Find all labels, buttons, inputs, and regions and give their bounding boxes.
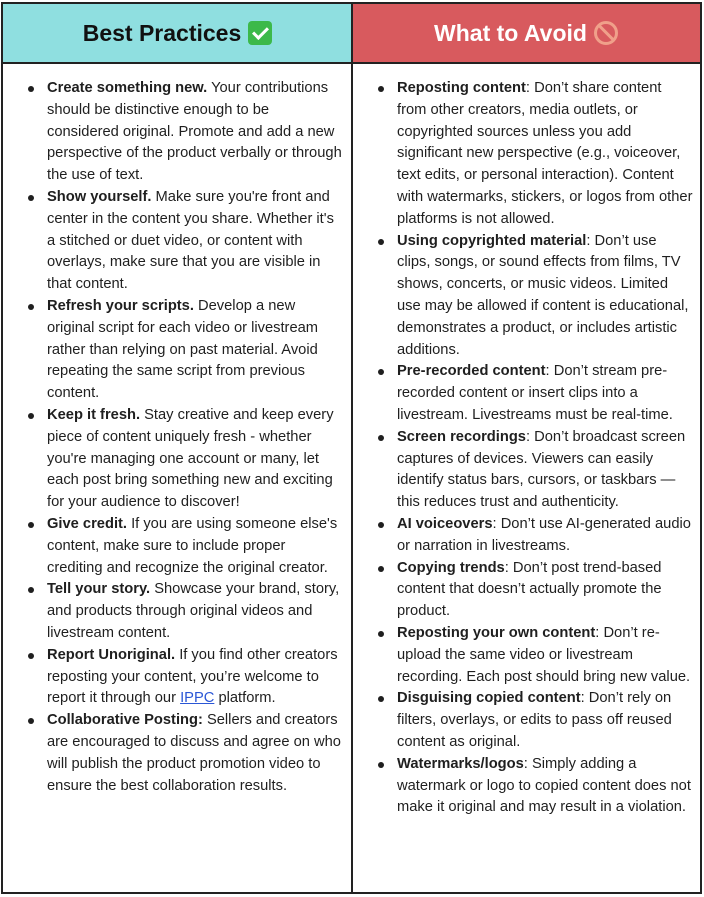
best-practices-list bbox=[3, 64, 350, 797]
item-title: Collaborative Posting: bbox=[47, 712, 203, 729]
what-to-avoid-title: What to Avoid bbox=[434, 19, 587, 46]
list-item bbox=[47, 710, 344, 797]
list-item bbox=[397, 558, 694, 623]
list-item bbox=[397, 623, 694, 688]
item-text: : Simply adding a watermark or logo to copied content does not make it original and may result in a violation. bbox=[397, 755, 691, 816]
item-title: Disguising copied content bbox=[397, 690, 581, 707]
item-text: : Don’t re-upload the same video or livestream recording. Each post should bring new value. bbox=[397, 624, 691, 685]
list-item bbox=[47, 579, 344, 644]
list-item bbox=[47, 78, 344, 187]
list-item bbox=[47, 645, 344, 710]
list-item bbox=[397, 78, 694, 231]
item-title: Pre-recorded content bbox=[397, 363, 546, 380]
item-title: Watermarks/logos bbox=[397, 755, 524, 772]
item-text: If you find other creators reposting your content, you’re welcome to report it through our bbox=[47, 646, 338, 707]
item-title: Refresh your scripts. bbox=[47, 297, 194, 314]
item-title: Show yourself. bbox=[47, 188, 152, 205]
what-to-avoid-list bbox=[353, 64, 700, 819]
item-text: Showcase your brand, story, and products through original videos and livestream content. bbox=[47, 581, 340, 641]
item-title: Keep it fresh. bbox=[47, 406, 141, 423]
list-item bbox=[397, 231, 694, 362]
guidelines-table bbox=[1, 2, 702, 894]
item-text: Make sure you're front and center in the content you share. Whether it's a stitched or duet video, or content with overlays, make sure that you are visible in that content. bbox=[47, 188, 334, 293]
list-item bbox=[47, 296, 344, 405]
item-text: : Don’t post trend-based content that doesn’t actually promote the product. bbox=[397, 559, 662, 620]
item-title: Tell your story. bbox=[47, 581, 151, 598]
ippc-link[interactable]: IPPC bbox=[180, 690, 215, 707]
item-text: : Don’t use clips, songs, or sound effects from films, TV shows, concerts, or music videos. Limited use may be allowed if content is educational, demonstrates a product, or includes artistic additions. bbox=[397, 232, 689, 358]
item-text: : Don’t rely on filters, overlays, or edits to pass off reused content as original. bbox=[397, 690, 672, 750]
check-mark-icon bbox=[248, 21, 272, 45]
item-text: Develop a new original script for each video or livestream rather than relying on past material. Avoid repeating the same script from previous content. bbox=[47, 297, 319, 402]
what-to-avoid-header bbox=[352, 4, 700, 64]
list-item bbox=[397, 514, 694, 558]
item-title: Using copyrighted material bbox=[397, 232, 587, 249]
best-practices-title: Best Practices bbox=[82, 19, 242, 46]
item-title: Create something new. bbox=[47, 80, 208, 96]
list-item bbox=[397, 361, 694, 426]
list-item bbox=[397, 427, 694, 514]
item-text: : Don’t broadcast screen captures of devices. Viewers can easily identify status bars, cursors, or taskbars — this reduces trust and authenticity. bbox=[397, 428, 686, 511]
item-title: Reposting your own content bbox=[397, 624, 596, 641]
item-title: Report Unoriginal. bbox=[47, 646, 176, 663]
item-text: If you are using someone else's content, make sure to include proper crediting and recognize the original creator. bbox=[47, 515, 338, 576]
list-item bbox=[397, 754, 694, 819]
list-item bbox=[47, 405, 344, 514]
item-text: platform. bbox=[214, 690, 276, 707]
item-title: Reposting content bbox=[397, 80, 526, 96]
item-text: Stay creative and keep every piece of content uniquely fresh - whether you're managing one account or many, let each post bring something new and exciting for your audience to discover! bbox=[47, 406, 334, 511]
item-title: AI voiceovers bbox=[397, 515, 493, 532]
item-title: Screen recordings bbox=[397, 428, 526, 445]
item-text: : Don’t stream pre-recorded content or insert clips into a livestream. Livestreams must be real-time. bbox=[397, 363, 673, 423]
item-text: : Don’t share content from other creators, media outlets, or copyrighted sources unless you add significant new perspective (e.g., voiceover, text edits, or personal interaction). Content with watermarks, stickers, or logos from other platforms is not allowed. bbox=[397, 80, 693, 227]
prohibited-icon bbox=[594, 21, 618, 45]
item-title: Give credit. bbox=[47, 515, 127, 532]
best-practices-header bbox=[3, 4, 352, 64]
list-item bbox=[47, 187, 344, 296]
list-item bbox=[397, 688, 694, 753]
item-text: Sellers and creators are encouraged to discuss and agree on who will publish the product promotion video to ensure the best collaboration results. bbox=[47, 712, 341, 794]
list-item bbox=[47, 514, 344, 579]
item-title: Copying trends bbox=[397, 559, 505, 576]
item-text: Your contributions should be distinctive enough to be considered original. Promote and add a new perspective of the product verbally or through the use of text. bbox=[47, 80, 342, 184]
item-text: : Don’t use AI-generated audio or narration in livestreams. bbox=[397, 515, 691, 554]
